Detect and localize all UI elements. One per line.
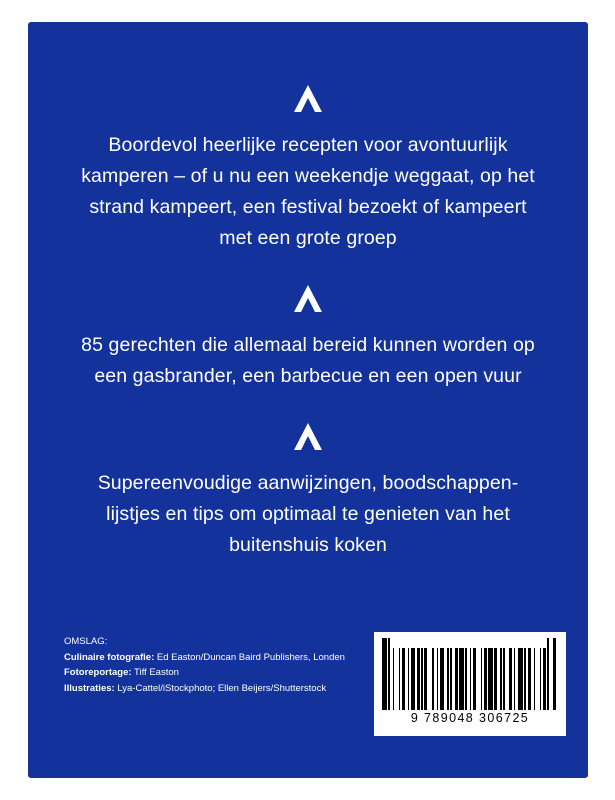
credits-row (64, 650, 394, 666)
blurb-text: 85 gerechten die allemaal bereid kunnen worden op een gasbrander, een barbecue en een open vuur (81, 334, 535, 387)
tent-icon (291, 422, 325, 452)
cover-credits (64, 634, 394, 696)
credits-label: Fotoreportage: (64, 667, 132, 678)
credits-row (64, 681, 394, 697)
credits-row (64, 665, 394, 681)
blurb-item (64, 422, 552, 561)
barcode (374, 632, 566, 736)
barcode-bar (556, 638, 558, 710)
credits-label: Illustraties: (64, 682, 115, 694)
barcode-number: 9 789048 306725 (410, 711, 530, 725)
blurb-item (64, 284, 552, 392)
tent-icon (291, 284, 325, 314)
barcode-bars (382, 638, 558, 710)
blurb-list (28, 84, 588, 561)
blurb-text: Boordevol heerlijke recepten voor avontuurlijk kamperen – of u nu een weekendje weggaat, op het strand kampeert, een festival bezoekt of kampeert met een grote groep (81, 134, 535, 249)
tent-icon (291, 84, 325, 114)
blurb-item (64, 84, 552, 254)
credits-value: Ed Easton/Duncan Baird Publishers, Londen (156, 651, 345, 663)
book-cover (28, 22, 588, 778)
credits-label: Culinaire fotografie: (64, 651, 155, 663)
credits-value: Tiff Easton (134, 667, 179, 678)
credits-heading: OMSLAG: (64, 636, 108, 647)
blurb-text: Supereenvoudige aanwijzingen, boodschappen-lijstjes en tips om optimaal te genieten van het buitenshuis koken (97, 472, 519, 556)
credits-value: Lya-Cattel/iStockphoto; Ellen Beijers/Shutterstock (117, 682, 327, 694)
